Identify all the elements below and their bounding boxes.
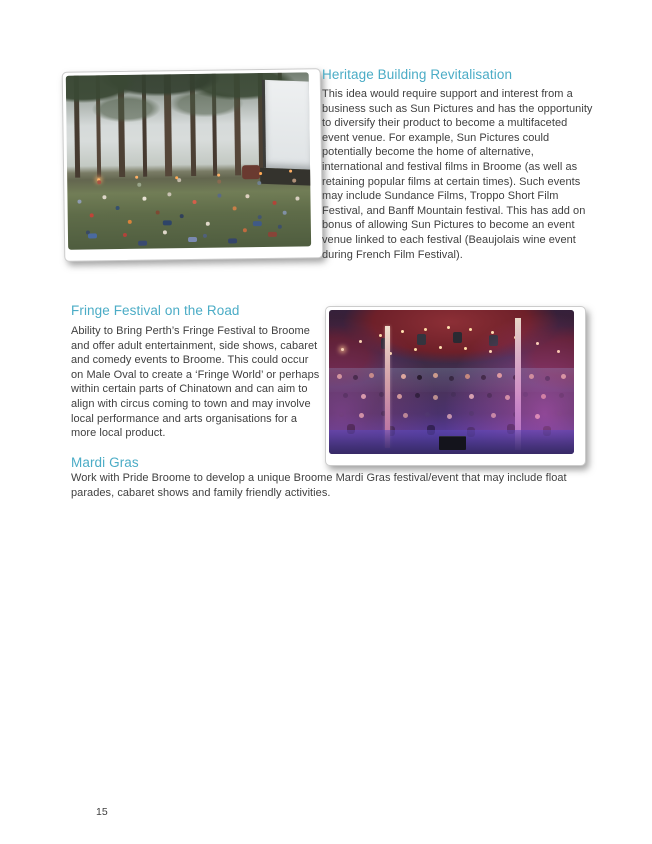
section-body-heritage: This idea would require support and interest from a business such as Sun Pictures and has the opportunity to diversify their product to become a multifaceted event venue. For example, Sun Pictures could potentially become the home of alternative, international and festival films in Broome (as well as retaining popular films at certain times). Such events may include Sundance Films, Troppo Short Film Festival, and Banff Mountain festival. This has add on bonus of allowing Sun Pictures to become an event venue linked to each festival (Beaujolais wine event during French Film Festival).: [322, 88, 593, 261]
section-body-fringe-festival: Ability to Bring Perth’s Fringe Festival to Broome and offer adult entertainment, side shows, cabaret and comedy events to Broome. This could occur on Male Oval to create a ‘Fringe World’ or perhaps within certain parts of Chinatown and can aim to align with circus coming to town and may involve local performance and arts organisations for a more local product.: [71, 325, 320, 440]
audience-crowd-dots: [77, 200, 81, 204]
section-body-mardi-gras: Work with Pride Broome to develop a unique Broome Mardi Gras festival/event that may include float parades, cabaret shows and family friendly activities.: [71, 472, 567, 499]
section-heading-heritage: Heritage Building Revitalisation: [322, 67, 513, 82]
torch-lights: [97, 178, 100, 181]
section-heading-fringe-festival: Fringe Festival on the Road: [71, 303, 240, 318]
circus-tent-audience-photo-canvas: [329, 310, 574, 454]
outdoor-forest-cinema-photo-canvas: [66, 72, 311, 249]
page-number: 15: [96, 806, 108, 818]
stage-curtain: [242, 165, 260, 179]
stage-structure: [260, 168, 311, 186]
picnic-blankets: [88, 233, 97, 238]
outdoor-forest-cinema-photo: [62, 68, 324, 262]
section-heading-mardi-gras: Mardi Gras: [71, 455, 139, 470]
circus-tent-audience-photo: [325, 306, 586, 466]
floor-speaker: [439, 436, 466, 450]
movie-screen: [262, 80, 311, 170]
